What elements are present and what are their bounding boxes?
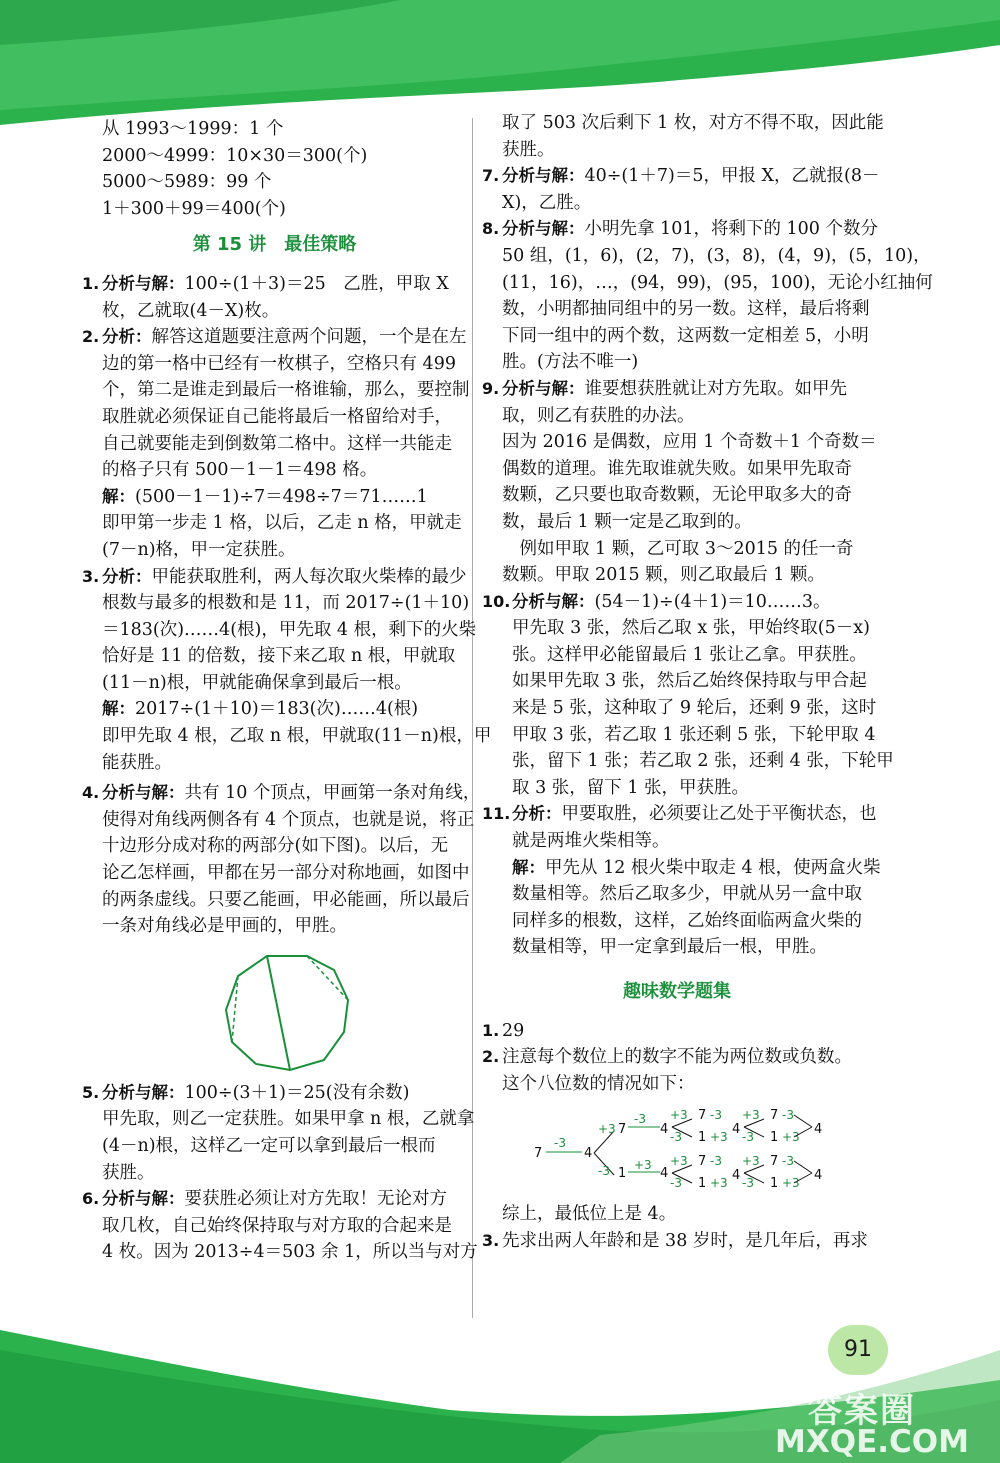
question-text: 张。这样甲必能留最后 1 张让乙拿。甲获胜。 xyxy=(512,644,867,665)
question-number: 10. xyxy=(482,591,511,611)
question-11 xyxy=(482,801,881,961)
svg-text:1: 1 xyxy=(698,1130,707,1146)
question-number: 8. xyxy=(482,219,500,239)
question-text: 甲取 3 张，若乙取 1 张还剩 5 张，下轮甲取 4 xyxy=(512,724,876,745)
question-number: 2. xyxy=(482,1047,500,1067)
question-text: 取了 503 次后剩下 1 枚，对方不得不取，因此能 xyxy=(502,113,884,133)
svg-text:4: 4 xyxy=(814,1122,823,1138)
question-label: 分析与解： xyxy=(102,1189,185,1209)
svg-text:7: 7 xyxy=(770,1108,779,1124)
question-text: 即甲先取 4 根，乙取 n 根，甲就取(11－n)根，甲 xyxy=(102,726,492,747)
svg-text:7: 7 xyxy=(698,1154,707,1170)
question-text: 如果甲先取 3 张，然后乙始终保持取与甲合起 xyxy=(512,671,867,692)
watermark-logo: 答案圈 xyxy=(808,1391,916,1431)
question-text: 论乙怎样画，甲都在另一部分对称地画，如图中 xyxy=(102,863,470,884)
svg-text:7: 7 xyxy=(698,1108,707,1124)
question-text: 枚，乙就取(4－X)枚。 xyxy=(102,300,280,321)
question-text: 十边形分成对称的两部分(如下图)。以后，无 xyxy=(102,836,449,857)
question-text: 取几枚，自己始终保持取与对方取的合起来是 xyxy=(102,1215,452,1236)
fun-question-2 xyxy=(482,1044,872,1097)
question-text: ＝183(次)……4(根)，甲先取 4 根，剩下的火柴 xyxy=(102,619,477,640)
question-1 xyxy=(82,271,467,324)
question-text: 解答这道题要注意两个问题，一个是在左 xyxy=(151,327,467,348)
solution-label: 解： xyxy=(102,699,135,719)
question-text: 就是两堆火柴相等。 xyxy=(512,831,670,852)
question-text: X)，乙胜。 xyxy=(502,192,592,213)
svg-text:+3: +3 xyxy=(634,1158,652,1173)
question-label: 分析与解： xyxy=(502,378,585,398)
question-text: 先求出两人年龄和是 38 岁时，是几年后，再求 xyxy=(502,1230,868,1251)
svg-text:4: 4 xyxy=(732,1122,741,1138)
question-5 xyxy=(82,1080,475,1186)
question-label: 分析与解： xyxy=(102,783,185,803)
question-10 xyxy=(482,589,894,802)
svg-text:4: 4 xyxy=(732,1168,741,1184)
svg-text:7: 7 xyxy=(534,1146,543,1162)
svg-text:1: 1 xyxy=(698,1176,707,1192)
svg-text:1: 1 xyxy=(770,1130,779,1146)
question-text: 取 3 张，留下 1 张，甲获胜。 xyxy=(512,777,750,798)
question-text: 甲能获取胜利，两人每次取火柴棒的最少 xyxy=(151,566,467,587)
svg-text:+3: +3 xyxy=(710,1130,728,1145)
question-text: 40÷(1＋7)＝5，甲报 X，乙就报(8－ xyxy=(584,166,880,187)
svg-text:+3: +3 xyxy=(598,1122,616,1137)
question-number: 7. xyxy=(482,166,500,186)
question-text: 下同一组中的两个数，这两数一定相差 5，小明 xyxy=(502,325,869,346)
svg-text:+3: +3 xyxy=(742,1154,760,1169)
solution-label: 解： xyxy=(102,486,135,506)
section-heading: 趣味数学题集 xyxy=(623,981,731,1002)
svg-text:-3: -3 xyxy=(782,1154,794,1169)
question-text: 能获胜。 xyxy=(102,752,172,773)
left-column xyxy=(82,110,492,1266)
svg-text:-3: -3 xyxy=(710,1108,722,1123)
fun-question-3 xyxy=(482,1228,872,1255)
watermark-url: MXQE.COM xyxy=(775,1424,970,1460)
solution-text: 甲先从 12 根火柴中取走 4 根，使两盒火柴 xyxy=(545,857,881,878)
conclusion-text: 综上，最低位上是 4。 xyxy=(502,1204,677,1225)
question-label: 分析与解： xyxy=(502,166,585,186)
question-text: 取胜就必须保证自己能将最后一格留给对手， xyxy=(102,406,452,427)
question-text: (7－n)格，甲一定获胜。 xyxy=(102,539,296,560)
question-number: 4. xyxy=(82,783,100,803)
question-label: 分析与解： xyxy=(102,273,185,293)
svg-text:-3: -3 xyxy=(598,1164,610,1179)
question-text: 例如甲取 1 颗，乙可取 3～2015 的任一奇 xyxy=(502,538,854,559)
svg-text:1: 1 xyxy=(770,1176,779,1192)
page-number: 91 xyxy=(828,1325,888,1375)
question-text: 使得对角线两侧各有 4 个顶点，也就是说，将正 xyxy=(102,809,475,830)
question-text: (54－1)÷(4＋1)＝10……3。 xyxy=(594,591,831,612)
svg-text:4: 4 xyxy=(814,1168,823,1184)
question-2 xyxy=(82,324,470,563)
question-label: 分析： xyxy=(102,566,152,586)
question-text: 根数与最多的根数和是 11，而 2017÷(1＋10) xyxy=(102,593,470,614)
question-text: 胜。(方法不唯一) xyxy=(502,352,639,373)
question-number: 11. xyxy=(482,804,511,824)
question-text: (4－n)根，这样乙一定可以拿到最后一根而 xyxy=(102,1136,436,1156)
question-4 xyxy=(82,780,481,940)
svg-text:-3: -3 xyxy=(670,1130,682,1145)
svg-text:-3: -3 xyxy=(742,1130,754,1145)
svg-text:7: 7 xyxy=(618,1122,627,1138)
question-label: 分析与解： xyxy=(512,591,595,611)
question-text: 自己就要能走到倒数第二格中。这样一共能走 xyxy=(102,433,452,454)
question-text: 50 组，(1，6)，(2，7)，(3，8)，(4，9)，(5，10)， xyxy=(502,245,931,266)
question-text: 甲先取 3 张，然后乙取 x 张，甲始终取(5－x) xyxy=(512,618,870,639)
question-number: 6. xyxy=(82,1189,100,1209)
question-text: 数，最后 1 颗一定是乙取到的。 xyxy=(502,511,752,532)
answer-text: 29 xyxy=(502,1020,525,1041)
svg-text:-3: -3 xyxy=(710,1154,722,1169)
svg-text:4: 4 xyxy=(660,1122,669,1138)
intro-block xyxy=(82,116,467,222)
question-text: 恰好是 11 的倍数，接下来乙取 n 根，甲就取 xyxy=(102,646,456,667)
question-number: 3. xyxy=(482,1230,500,1250)
fun-question-1 xyxy=(482,1018,872,1045)
intro-line: 1＋300＋99＝400(个) xyxy=(102,198,286,219)
question-text: 获胜。 xyxy=(102,1162,155,1183)
svg-text:-3: -3 xyxy=(782,1108,794,1123)
decagon-figure xyxy=(222,952,352,1072)
digit-tree-diagram xyxy=(532,1099,832,1199)
question-text: (11－n)根，甲就能确保拿到最后一根。 xyxy=(102,672,412,693)
diagonal-dashed xyxy=(307,956,348,1000)
question-text: 因为 2016 是偶数，应用 1 个奇数＋1 个奇数＝ xyxy=(502,432,877,453)
question-text: 偶数的道理。谁先取谁就失败。如果甲先取奇 xyxy=(502,458,852,479)
question-text: (11，16)，…，(94，99)，(95，100)，无论小红抽何 xyxy=(502,272,933,293)
question-label: 分析与解： xyxy=(502,219,585,239)
question-7 xyxy=(482,163,880,216)
question-label: 分析与解： xyxy=(102,1082,185,1102)
question-text: 甲要取胜，必须要让乙处于平衡状态，也 xyxy=(561,804,877,825)
svg-text:+3: +3 xyxy=(782,1130,800,1145)
question-text: 谁要想获胜就让对方先取。如甲先 xyxy=(584,378,847,399)
solution-label: 解： xyxy=(512,857,545,877)
question-text: 边的第一格中已经有一枚棋子，空格只有 499 xyxy=(102,353,456,374)
svg-text:4: 4 xyxy=(584,1146,593,1162)
question-text: 的两条虚线。只要乙能画，甲必能画，所以最后 xyxy=(102,889,470,910)
intro-line: 2000～4999：10×30＝300(个) xyxy=(102,145,368,166)
question-text: 4 枚。因为 2013÷4＝503 余 1，所以当与对方 xyxy=(102,1242,478,1263)
svg-text:+3: +3 xyxy=(670,1154,688,1169)
svg-text:+3: +3 xyxy=(742,1108,760,1123)
question-text: 这个八位数的情况如下： xyxy=(502,1073,695,1094)
question-text: 数量相等。然后乙取多少，甲就从另一盒中取 xyxy=(512,884,862,905)
svg-text:+3: +3 xyxy=(782,1176,800,1191)
question-text: 即甲第一步走 1 格，以后，乙走 n 格，甲就走 xyxy=(102,513,462,534)
question-text: 的格子只有 500－1－1＝498 格。 xyxy=(102,460,378,481)
svg-text:-3: -3 xyxy=(634,1112,646,1127)
intro-line: 从 1993～1999：1 个 xyxy=(102,119,284,139)
question-9 xyxy=(482,376,877,589)
question-number: 9. xyxy=(482,378,500,398)
question-text: 一条对角线必是甲画的，甲胜。 xyxy=(102,916,347,937)
question-text: 100÷(3＋1)＝25(没有余数) xyxy=(184,1082,410,1103)
svg-text:7: 7 xyxy=(770,1154,779,1170)
question-8 xyxy=(482,216,933,376)
question-number: 3. xyxy=(82,566,100,586)
column-divider xyxy=(472,118,473,1318)
svg-text:-3: -3 xyxy=(670,1176,682,1191)
question-text: 张，留下 1 张；若乙取 2 张，还剩 4 张，下轮甲 xyxy=(512,751,894,772)
question-text: 甲先取，则乙一定获胜。如果甲拿 n 根，乙就拿 xyxy=(102,1109,475,1130)
question-text: 同样多的根数，这样，乙始终面临两盒火柴的 xyxy=(512,910,862,931)
question-text: 注意每个数位上的数字不能为两位数或负数。 xyxy=(502,1047,852,1068)
svg-text:4: 4 xyxy=(660,1166,669,1182)
question-text: 100÷(1＋3)＝25 乙胜，甲取 X xyxy=(184,273,449,294)
diagonal-solid xyxy=(267,956,290,1070)
question-text: 来是 5 张，这种取了 9 轮后，还剩 9 张，这时 xyxy=(512,698,877,719)
question-text: 数量相等，甲一定拿到最后一根，甲胜。 xyxy=(512,937,827,958)
right-column xyxy=(482,110,933,1255)
question-text: 数颗。甲取 2015 颗，则乙取最后 1 颗。 xyxy=(502,565,825,586)
svg-text:+3: +3 xyxy=(670,1108,688,1123)
question-text: 小明先拿 101，将剩下的 100 个数分 xyxy=(584,219,878,240)
svg-text:-3: -3 xyxy=(554,1136,566,1151)
solution-text: (500－1－1)÷7＝498÷7＝71……1 xyxy=(135,486,428,507)
question-text: 数，小明都抽同组中的另一数。这样，最后将剩 xyxy=(502,299,870,320)
question-text: 要获胜必须让对方先取！无论对方 xyxy=(184,1189,447,1210)
question-text: 取，则乙有获胜的办法。 xyxy=(502,405,695,426)
svg-text:+3: +3 xyxy=(710,1176,728,1191)
solution-text: 2017÷(1＋10)＝183(次)……4(根) xyxy=(135,699,419,720)
svg-text:-3: -3 xyxy=(742,1176,754,1191)
svg-text:1: 1 xyxy=(618,1166,627,1182)
question-3 xyxy=(82,564,492,777)
intro-line: 5000～5989：99 个 xyxy=(102,172,272,193)
question-number: 1. xyxy=(482,1020,500,1040)
question-text: 共有 10 个顶点，甲画第一条对角线， xyxy=(184,783,481,804)
question-number: 5. xyxy=(82,1082,100,1102)
question-text: 个，第二是谁走到最后一格谁输，那么，要控制 xyxy=(102,380,470,401)
question-label: 分析： xyxy=(102,327,152,347)
question-number: 1. xyxy=(82,273,100,293)
question-text: 获胜。 xyxy=(502,139,555,160)
lecture-heading: 第 15 讲 最佳策略 xyxy=(192,234,357,256)
question-label: 分析： xyxy=(512,804,562,824)
question-text: 数颗，乙只要也取奇数颗，无论甲取多大的奇 xyxy=(502,485,852,506)
question-6 xyxy=(82,1186,478,1266)
question-number: 2. xyxy=(82,327,100,347)
